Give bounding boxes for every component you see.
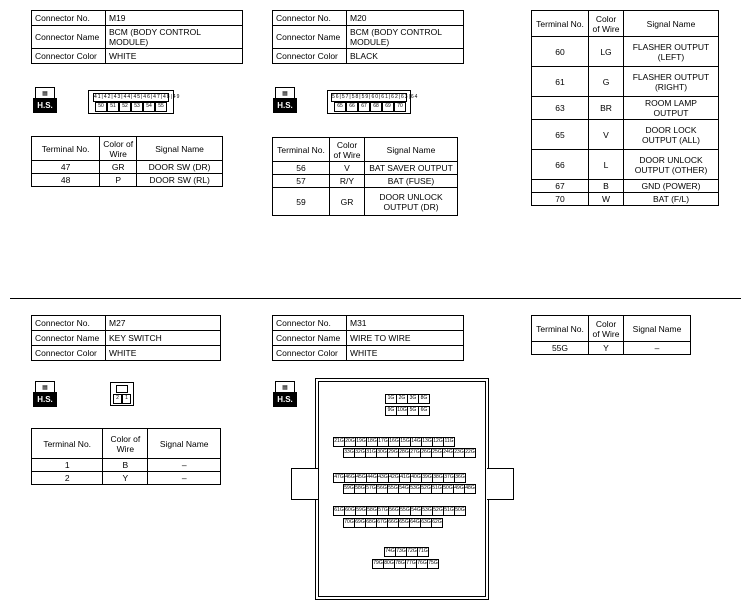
m27-connector-face (110, 382, 134, 406)
pin: 51 (107, 102, 119, 112)
signal-cell: BAT (FUSE) (365, 175, 458, 188)
connector-no-value: M19 (106, 11, 243, 26)
m19-pin-row-bottom (95, 102, 167, 112)
pin: 13G (421, 437, 433, 447)
signal-cell: FLASHER OUTPUT (LEFT) (624, 37, 719, 67)
pin: 77G (405, 559, 417, 569)
connector-name-label: Connector Name (273, 331, 347, 346)
pin: 56G (388, 506, 400, 516)
m20-pin-row-bottom (334, 102, 406, 112)
terminal-cell: 65 (532, 120, 589, 150)
pin: 70 (394, 102, 406, 112)
m31-terminal-table (531, 315, 691, 355)
signal-header: Signal Name (624, 11, 719, 37)
color-cell: B (589, 180, 624, 193)
pin: 28G (398, 448, 410, 458)
pin: 75G (427, 559, 439, 569)
m20-terminal-table (272, 137, 458, 216)
pin: 32G (354, 448, 366, 458)
terminal-cell: 67 (532, 180, 589, 193)
signal-cell: – (148, 472, 221, 485)
connector-color-label: Connector Color (273, 346, 347, 361)
pin: 31G (365, 448, 377, 458)
terminal-cell: 60 (532, 37, 589, 67)
terminal-cell: 48 (32, 174, 100, 187)
pin: 73G (395, 547, 407, 557)
connector-key-icon (116, 385, 128, 393)
connector-name-value: BCM (BODY CONTROL MODULE) (106, 26, 243, 49)
connector-name-value: KEY SWITCH (106, 331, 221, 346)
pin: 67 (358, 102, 370, 112)
terminal-cell: 47 (32, 161, 100, 174)
pin: 52G (432, 506, 444, 516)
connector-name-value: WIRE TO WIRE (347, 331, 464, 346)
terminal-cell: 70 (532, 193, 589, 206)
color-cell: V (589, 120, 624, 150)
pin: 53 (131, 102, 143, 112)
connector-name-label: Connector Name (273, 26, 347, 49)
color-cell: W (589, 193, 624, 206)
color-cell: GR (100, 161, 137, 174)
m19-connector-face (88, 90, 181, 114)
pin: 25G (431, 448, 443, 458)
connector-name-label: Connector Name (32, 26, 106, 49)
signal-cell: DOOR SW (DR) (137, 161, 223, 174)
pin: 47G (333, 473, 345, 483)
pin: 30G (376, 448, 388, 458)
hs-icon: ▦ H.S. (273, 381, 297, 407)
signal-header: Signal Name (365, 138, 458, 162)
pin: 12G (432, 437, 444, 447)
pin: 42G (388, 473, 400, 483)
pin: 44G (366, 473, 378, 483)
pin: 37G (443, 473, 455, 483)
pin: 46G (344, 473, 356, 483)
color-cell: R/Y (330, 175, 365, 188)
pin: 41G (399, 473, 411, 483)
pin: 68G (365, 518, 377, 528)
pin: 71G (417, 547, 429, 557)
hs-icon: ▦ H.S. (33, 87, 57, 113)
pin: 67G (376, 518, 388, 528)
connector-color-label: Connector Color (32, 346, 106, 361)
m19-terminal-table (31, 136, 223, 187)
pin: 36G (454, 473, 466, 483)
terminal-cell: 56 (273, 162, 330, 175)
pin: 54 (143, 102, 155, 112)
terminal-no-header: Terminal No. (32, 137, 100, 161)
signal-cell: DOOR UNLOCK OUTPUT (DR) (365, 188, 458, 216)
terminal-cell: 63 (532, 97, 589, 120)
pin: 50G (454, 506, 466, 516)
pin: 15G (399, 437, 411, 447)
pin: 76G (416, 559, 428, 569)
pin: 39G (421, 473, 433, 483)
terminal-cell: 66 (532, 150, 589, 180)
pin: 59G (355, 506, 367, 516)
connector-name-label: Connector Name (32, 331, 106, 346)
pin: 40G (410, 473, 422, 483)
pin: 1 (122, 394, 131, 404)
signal-cell: BAT (F/L) (624, 193, 719, 206)
pin: 54G (410, 506, 422, 516)
connector-no-label: Connector No. (273, 316, 347, 331)
m20-pin-row-top: 56|57|58|59|60|61|62|63|64 (332, 94, 419, 100)
pin: 60G (344, 506, 356, 516)
pin: 43G (377, 473, 389, 483)
pin: 78G (394, 559, 406, 569)
pin: 66G (387, 518, 399, 528)
pin: 10G (396, 406, 408, 416)
m20-right-terminal-table (531, 10, 719, 206)
pin: 26G (420, 448, 432, 458)
color-header: Color of Wire (589, 11, 624, 37)
terminal-cell: 55G (532, 342, 589, 355)
hs-icon: ▦ H.S. (33, 381, 57, 407)
pin: 57G (365, 484, 377, 494)
terminal-no-header: Terminal No. (532, 11, 589, 37)
pin: 50G (442, 484, 454, 494)
signal-header: Signal Name (137, 137, 223, 161)
color-cell: LG (589, 37, 624, 67)
m31-left-latch (291, 468, 318, 500)
pin: 69 (382, 102, 394, 112)
pin: 51G (443, 506, 455, 516)
terminal-no-header: Terminal No. (32, 429, 103, 459)
color-cell: Y (589, 342, 624, 355)
color-cell: V (330, 162, 365, 175)
m27-terminal-table (31, 428, 221, 485)
pin: 59G (343, 484, 355, 494)
connector-no-value: M31 (347, 316, 464, 331)
pin: 9G (385, 406, 397, 416)
m19-info-table (31, 10, 243, 64)
pin: 55G (387, 484, 399, 494)
connector-no-label: Connector No. (273, 11, 347, 26)
signal-cell: FLASHER OUTPUT (RIGHT) (624, 67, 719, 97)
m19-pin-row-top: 41|42|43|44|45|46|47|48|49 (94, 94, 181, 100)
pin: 33G (343, 448, 355, 458)
signal-cell: DOOR SW (RL) (137, 174, 223, 187)
pin: 3G (407, 394, 419, 404)
connector-color-value: WHITE (106, 49, 243, 64)
pin: 22G (464, 448, 476, 458)
signal-header: Signal Name (624, 316, 691, 342)
connector-color-label: Connector Color (32, 49, 106, 64)
m31-info-table (272, 315, 464, 361)
terminal-cell: 1 (32, 459, 103, 472)
pin: 62G (431, 518, 443, 528)
pin: 68 (370, 102, 382, 112)
terminal-no-header: Terminal No. (532, 316, 589, 342)
pin: 58G (366, 506, 378, 516)
section-divider (10, 298, 741, 299)
connector-no-value: M27 (106, 316, 221, 331)
pin: 29G (387, 448, 399, 458)
pin: 19G (355, 437, 367, 447)
connector-color-value: BLACK (347, 49, 464, 64)
pin: 6G (418, 406, 430, 416)
pin: 48G (464, 484, 476, 494)
color-cell: L (589, 150, 624, 180)
pin: 69G (354, 518, 366, 528)
color-cell: G (589, 67, 624, 97)
hs-icon: ▦ H.S. (273, 87, 297, 113)
terminal-cell: 59 (273, 188, 330, 216)
connector-color-label: Connector Color (273, 49, 347, 64)
pin: 51G (431, 484, 443, 494)
terminal-cell: 61 (532, 67, 589, 97)
pin: 2G (396, 394, 408, 404)
terminal-cell: 57 (273, 175, 330, 188)
signal-cell: DOOR UNLOCK OUTPUT (OTHER) (624, 150, 719, 180)
pin: 80G (383, 559, 395, 569)
pin: 61G (333, 506, 345, 516)
signal-cell: DOOR LOCK OUTPUT (ALL) (624, 120, 719, 150)
pin: 14G (410, 437, 422, 447)
color-cell: BR (589, 97, 624, 120)
pin: 58G (354, 484, 366, 494)
pin: 38G (432, 473, 444, 483)
pin: 53G (409, 484, 421, 494)
pin: 45G (355, 473, 367, 483)
color-cell: P (100, 174, 137, 187)
m27-info-table (31, 315, 221, 361)
connector-no-label: Connector No. (32, 11, 106, 26)
pin: 56G (376, 484, 388, 494)
pin: 17G (377, 437, 389, 447)
pin: 8G (418, 394, 430, 404)
pin: 27G (409, 448, 421, 458)
terminal-no-header: Terminal No. (273, 138, 330, 162)
pin: 16G (388, 437, 400, 447)
pin: 52G (420, 484, 432, 494)
pin: 65 (334, 102, 346, 112)
signal-cell: – (624, 342, 691, 355)
connector-color-value: WHITE (106, 346, 221, 361)
pin: 57G (377, 506, 389, 516)
connector-color-value: WHITE (347, 346, 464, 361)
pin: 55 (155, 102, 167, 112)
pin: 49G (453, 484, 465, 494)
pin: 65G (398, 518, 410, 528)
m20-connector-face (327, 90, 419, 114)
terminal-cell: 2 (32, 472, 103, 485)
pin: 54G (398, 484, 410, 494)
connector-no-value: M20 (347, 11, 464, 26)
signal-cell: – (148, 459, 221, 472)
pin: 63G (420, 518, 432, 528)
color-cell: Y (103, 472, 148, 485)
color-header: Color of Wire (589, 316, 624, 342)
pin: 2 (113, 394, 122, 404)
pin: 52 (119, 102, 131, 112)
pin: 66 (346, 102, 358, 112)
pin: 5G (407, 406, 419, 416)
pin: 23G (453, 448, 465, 458)
pin: 11G (443, 437, 455, 447)
pin: 21G (333, 437, 345, 447)
connector-no-label: Connector No. (32, 316, 106, 331)
pin: 72G (406, 547, 418, 557)
color-cell: B (103, 459, 148, 472)
signal-cell: ROOM LAMP OUTPUT (624, 97, 719, 120)
m31-right-latch (487, 468, 514, 500)
pin: 18G (366, 437, 378, 447)
pin: 74G (384, 547, 396, 557)
signal-cell: BAT SAVER OUTPUT (365, 162, 458, 175)
color-cell: GR (330, 188, 365, 216)
pin: 79G (372, 559, 384, 569)
pin: 53G (421, 506, 433, 516)
pin: 64G (409, 518, 421, 528)
pin: 50 (95, 102, 107, 112)
pin: 1G (385, 394, 397, 404)
color-header: Color of Wire (330, 138, 365, 162)
pin: 24G (442, 448, 454, 458)
m20-info-table (272, 10, 464, 64)
color-header: Color of Wire (100, 137, 137, 161)
pin: 20G (344, 437, 356, 447)
signal-header: Signal Name (148, 429, 221, 459)
connector-name-value: BCM (BODY CONTROL MODULE) (347, 26, 464, 49)
pin: 55G (399, 506, 411, 516)
pin: 70G (343, 518, 355, 528)
color-header: Color of Wire (103, 429, 148, 459)
signal-cell: GND (POWER) (624, 180, 719, 193)
